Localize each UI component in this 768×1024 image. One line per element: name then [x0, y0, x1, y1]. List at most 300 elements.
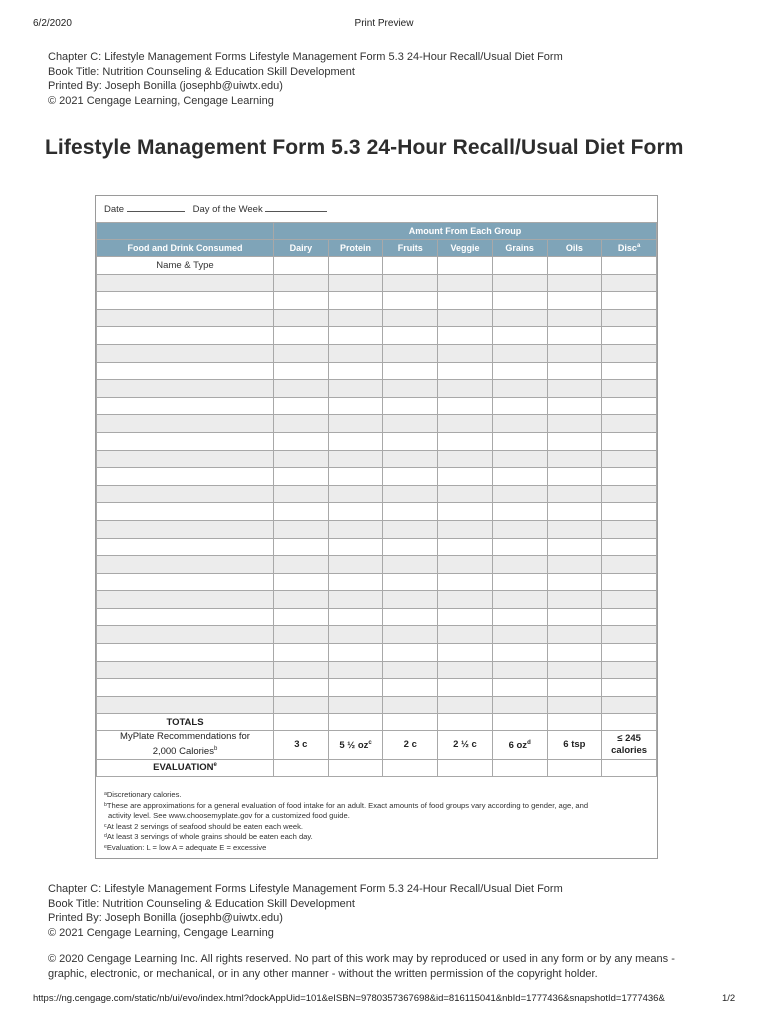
amount-cell[interactable] [274, 292, 329, 310]
document-meta-top [48, 50, 563, 108]
amount-cell[interactable] [383, 696, 438, 714]
food-name-cell[interactable] [97, 292, 274, 310]
chapter-line: Chapter C: Lifestyle Management Forms Lifestyle Management Form 5.3 24-Hour Recall/Usual Diet Form [48, 883, 563, 895]
amount-cell[interactable] [438, 309, 493, 327]
protein-header: Protein [328, 240, 383, 257]
amount-cell[interactable] [274, 309, 329, 327]
amount-cell[interactable] [602, 468, 657, 486]
amount-cell[interactable] [328, 661, 383, 679]
food-entry-row [97, 380, 657, 398]
amount-cell[interactable] [383, 591, 438, 609]
food-drink-header: Food and Drink Consumed [97, 240, 274, 257]
grains-recommendation: 6 $oz^d$ [492, 731, 547, 759]
amount-cell[interactable] [547, 468, 602, 486]
amount-cell[interactable] [492, 292, 547, 310]
amount-cell[interactable] [602, 485, 657, 503]
amount-cell[interactable] [492, 591, 547, 609]
amount-cell[interactable] [438, 608, 493, 626]
food-entry-row [97, 415, 657, 433]
amount-cell[interactable] [547, 292, 602, 310]
food-name-cell[interactable] [97, 679, 274, 697]
evaluation-cell[interactable] [383, 759, 438, 776]
amount-cell[interactable] [492, 644, 547, 662]
amount-cell[interactable] [328, 397, 383, 415]
amount-cell[interactable] [492, 309, 547, 327]
blank-header-cell [97, 223, 274, 240]
amount-group-header: Amount From Each Group [274, 223, 657, 240]
disc-header: Disc$^a$ [602, 240, 657, 257]
food-name-cell[interactable] [97, 626, 274, 644]
amount-cell[interactable] [438, 362, 493, 380]
date-label: Date [104, 204, 125, 215]
food-entry-row [97, 556, 657, 574]
amount-cell[interactable] [492, 274, 547, 292]
amount-cell[interactable] [383, 679, 438, 697]
amount-cell[interactable] [383, 274, 438, 292]
evaluation-cell[interactable] [492, 759, 547, 776]
entry-cell[interactable] [383, 257, 438, 275]
amount-cell[interactable] [383, 520, 438, 538]
food-entry-row [97, 432, 657, 450]
amount-cell[interactable] [438, 292, 493, 310]
amount-cell[interactable] [602, 274, 657, 292]
footnote-b-continued: activity level. See www.choosemyplate.gov for a customized food guide. [108, 811, 350, 821]
printed-by-line: Printed By: Joseph Bonilla (josephb@uiwtx.edu) [48, 912, 283, 924]
footnote-b: ᵇThese are approximations for a general evaluation of food intake for an adult. Exact amounts of food groups vary according to gender, age, and [104, 800, 589, 810]
amount-cell[interactable] [438, 573, 493, 591]
amount-cell[interactable] [328, 450, 383, 468]
amount-cell[interactable] [547, 362, 602, 380]
amount-cell[interactable] [274, 274, 329, 292]
amount-cell[interactable] [274, 415, 329, 433]
amount-cell[interactable] [547, 309, 602, 327]
amount-cell[interactable] [547, 626, 602, 644]
amount-cell[interactable] [492, 538, 547, 556]
amount-cell[interactable] [328, 362, 383, 380]
amount-cell[interactable] [438, 696, 493, 714]
amount-cell[interactable] [492, 397, 547, 415]
amount-cell[interactable] [328, 344, 383, 362]
amount-cell[interactable] [492, 520, 547, 538]
amount-cell[interactable] [438, 344, 493, 362]
food-name-cell[interactable] [97, 468, 274, 486]
entry-cell[interactable] [274, 257, 329, 275]
amount-cell[interactable] [383, 292, 438, 310]
entry-cell[interactable] [547, 257, 602, 275]
amount-cell[interactable] [328, 468, 383, 486]
amount-cell[interactable] [438, 432, 493, 450]
printed-by-line: Printed By: Joseph Bonilla (josephb@uiwtx.edu) [48, 80, 283, 92]
food-entry-row [97, 450, 657, 468]
amount-cell[interactable] [274, 503, 329, 521]
amount-cell[interactable] [328, 591, 383, 609]
amount-cell[interactable] [274, 573, 329, 591]
date-blank-line [127, 203, 185, 212]
amount-cell[interactable] [328, 573, 383, 591]
amount-cell[interactable] [328, 415, 383, 433]
amount-cell[interactable] [438, 485, 493, 503]
amount-cell[interactable] [547, 450, 602, 468]
amount-cell[interactable] [547, 432, 602, 450]
amount-cell[interactable] [383, 468, 438, 486]
amount-cell[interactable] [438, 274, 493, 292]
copyright-line: © 2021 Cengage Learning, Cengage Learning [48, 926, 274, 939]
amount-cell[interactable] [602, 344, 657, 362]
food-entry-row [97, 274, 657, 292]
amount-cell[interactable] [492, 432, 547, 450]
food-name-cell[interactable] [97, 644, 274, 662]
chapter-line: Chapter C: Lifestyle Management Forms Lifestyle Management Form 5.3 24-Hour Recall/Usual Diet Form [48, 51, 563, 63]
food-entry-row [97, 538, 657, 556]
food-entry-row [97, 292, 657, 310]
amount-cell[interactable] [328, 503, 383, 521]
food-name-cell[interactable] [97, 608, 274, 626]
amount-cell[interactable] [492, 327, 547, 345]
group-header-row [97, 223, 657, 240]
amount-cell[interactable] [383, 415, 438, 433]
amount-cell[interactable] [438, 644, 493, 662]
amount-cell[interactable] [383, 397, 438, 415]
amount-cell[interactable] [274, 380, 329, 398]
totals-label: TOTALS [97, 714, 274, 731]
amount-cell[interactable] [274, 679, 329, 697]
amount-cell[interactable] [492, 696, 547, 714]
page-number: 1/2 [722, 993, 736, 1004]
food-entry-row [97, 485, 657, 503]
entry-cell[interactable] [328, 257, 383, 275]
amount-cell[interactable] [602, 380, 657, 398]
food-entry-row [97, 644, 657, 662]
recommendations-label: MyPlate Recommendations for 2,000 Calories$^b$ [97, 731, 274, 759]
recommendations-row [97, 731, 657, 759]
amount-cell[interactable] [274, 661, 329, 679]
column-header-row [97, 240, 657, 257]
amount-cell[interactable] [492, 626, 547, 644]
amount-cell[interactable] [602, 520, 657, 538]
amount-cell[interactable] [383, 362, 438, 380]
amount-cell[interactable] [547, 415, 602, 433]
document-meta-bottom [48, 882, 563, 940]
food-entry-row [97, 362, 657, 380]
food-name-cell[interactable] [97, 309, 274, 327]
amount-cell[interactable] [438, 380, 493, 398]
food-name-cell[interactable] [97, 556, 274, 574]
amount-cell[interactable] [383, 327, 438, 345]
grains-header: Grains [492, 240, 547, 257]
amount-cell[interactable] [547, 556, 602, 574]
amount-cell[interactable] [438, 397, 493, 415]
amount-cell[interactable] [492, 362, 547, 380]
food-name-cell[interactable] [97, 573, 274, 591]
food-entry-row [97, 679, 657, 697]
amount-cell[interactable] [547, 274, 602, 292]
amount-cell[interactable] [274, 485, 329, 503]
footnote-e: ᵉEvaluation: L = low A = adequate E = excessive [104, 842, 267, 852]
food-entry-row [97, 573, 657, 591]
entry-cell[interactable] [492, 257, 547, 275]
amount-cell[interactable] [602, 556, 657, 574]
amount-cell[interactable] [492, 468, 547, 486]
amount-cell[interactable] [602, 292, 657, 310]
oils-recommendation: 6 tsp [547, 731, 602, 759]
amount-cell[interactable] [328, 327, 383, 345]
amount-cell[interactable] [328, 644, 383, 662]
amount-cell[interactable] [492, 344, 547, 362]
amount-cell[interactable] [492, 380, 547, 398]
total-cell[interactable] [547, 714, 602, 731]
amount-cell[interactable] [602, 679, 657, 697]
amount-cell[interactable] [328, 520, 383, 538]
food-entry-row [97, 520, 657, 538]
print-date: 6/2/2020 [33, 18, 72, 29]
total-cell[interactable] [383, 714, 438, 731]
footer-url: https://ng.cengage.com/static/nb/ui/evo/index.html?dockAppUid=101&eISBN=9780357367698&id=816115041&nbId=1777436&snapshotId=1777436& [33, 993, 665, 1004]
amount-cell[interactable] [328, 274, 383, 292]
amount-cell[interactable] [383, 538, 438, 556]
total-cell[interactable] [328, 714, 383, 731]
amount-cell[interactable] [438, 626, 493, 644]
amount-cell[interactable] [274, 520, 329, 538]
amount-cell[interactable] [274, 644, 329, 662]
food-name-cell[interactable] [97, 327, 274, 345]
amount-cell[interactable] [492, 450, 547, 468]
amount-cell[interactable] [602, 432, 657, 450]
entry-cell[interactable] [602, 257, 657, 275]
evaluation-cell[interactable] [547, 759, 602, 776]
fruits-header: Fruits [383, 240, 438, 257]
amount-cell[interactable] [438, 538, 493, 556]
day-blank-line [265, 203, 327, 212]
totals-row [97, 714, 657, 731]
food-entry-row [97, 468, 657, 486]
name-type-label: Name & Type [97, 257, 274, 275]
amount-cell[interactable] [274, 626, 329, 644]
food-name-cell[interactable] [97, 538, 274, 556]
amount-cell[interactable] [492, 679, 547, 697]
amount-cell[interactable] [274, 591, 329, 609]
food-name-cell[interactable] [97, 485, 274, 503]
food-name-cell[interactable] [97, 415, 274, 433]
food-name-cell[interactable] [97, 397, 274, 415]
amount-cell[interactable] [547, 380, 602, 398]
food-entry-row [97, 397, 657, 415]
amount-cell[interactable] [438, 520, 493, 538]
footnote-c: ᶜAt least 2 servings of seafood should be eaten each week. [104, 821, 303, 831]
amount-cell[interactable] [274, 397, 329, 415]
amount-cell[interactable] [328, 696, 383, 714]
amount-cell[interactable] [328, 608, 383, 626]
day-of-week-label: Day of the Week [192, 204, 263, 215]
amount-cell[interactable] [547, 344, 602, 362]
amount-cell[interactable] [602, 397, 657, 415]
amount-cell[interactable] [383, 450, 438, 468]
amount-cell[interactable] [438, 556, 493, 574]
print-preview-title: Print Preview [354, 18, 414, 29]
amount-cell[interactable] [492, 503, 547, 521]
amount-cell[interactable] [602, 644, 657, 662]
amount-cell[interactable] [547, 327, 602, 345]
oils-header: Oils [547, 240, 602, 257]
amount-cell[interactable] [438, 591, 493, 609]
amount-cell[interactable] [274, 556, 329, 574]
food-name-cell[interactable] [97, 520, 274, 538]
amount-cell[interactable] [438, 679, 493, 697]
food-entry-row [97, 503, 657, 521]
amount-cell[interactable] [602, 503, 657, 521]
amount-cell[interactable] [438, 503, 493, 521]
food-name-cell[interactable] [97, 344, 274, 362]
disc-recommendation: ≤ 245 calories [602, 731, 657, 759]
amount-cell[interactable] [383, 556, 438, 574]
amount-cell[interactable] [383, 573, 438, 591]
amount-cell[interactable] [547, 573, 602, 591]
amount-cell[interactable] [547, 397, 602, 415]
amount-cell[interactable] [547, 520, 602, 538]
evaluation-cell[interactable] [274, 759, 329, 776]
amount-cell[interactable] [602, 626, 657, 644]
amount-cell[interactable] [383, 309, 438, 327]
legal-line-1: © 2020 Cengage Learning Inc. All rights reserved. No part of this work may by reproduced or used in any form or by any means - [48, 953, 675, 965]
amount-cell[interactable] [383, 626, 438, 644]
form-footnotes [104, 790, 652, 854]
amount-cell[interactable] [274, 432, 329, 450]
amount-cell[interactable] [602, 573, 657, 591]
amount-cell[interactable] [274, 538, 329, 556]
amount-cell[interactable] [547, 538, 602, 556]
amount-cell[interactable] [547, 608, 602, 626]
copyright-line: © 2021 Cengage Learning, Cengage Learning [48, 94, 274, 107]
protein-recommendation: 5 ½ $oz^c$ [328, 731, 383, 759]
total-cell[interactable] [274, 714, 329, 731]
food-name-cell[interactable] [97, 380, 274, 398]
book-title-line: Book Title: Nutrition Counseling & Education Skill Development [48, 897, 355, 910]
amount-cell[interactable] [602, 415, 657, 433]
food-entry-row [97, 661, 657, 679]
amount-cell[interactable] [602, 327, 657, 345]
amount-cell[interactable] [547, 661, 602, 679]
amount-cell[interactable] [438, 468, 493, 486]
food-name-cell[interactable] [97, 661, 274, 679]
amount-cell[interactable] [602, 538, 657, 556]
amount-cell[interactable] [383, 661, 438, 679]
amount-cell[interactable] [492, 573, 547, 591]
amount-cell[interactable] [547, 696, 602, 714]
food-name-cell[interactable] [97, 450, 274, 468]
amount-cell[interactable] [438, 450, 493, 468]
food-entry-row [97, 608, 657, 626]
amount-cell[interactable] [492, 415, 547, 433]
amount-cell[interactable] [602, 661, 657, 679]
amount-cell[interactable] [274, 327, 329, 345]
amount-cell[interactable] [492, 485, 547, 503]
veggie-header: Veggie [438, 240, 493, 257]
entry-cell[interactable] [438, 257, 493, 275]
amount-cell[interactable] [274, 696, 329, 714]
amount-cell[interactable] [328, 292, 383, 310]
food-entry-row [97, 626, 657, 644]
amount-cell[interactable] [602, 450, 657, 468]
amount-cell[interactable] [547, 679, 602, 697]
food-name-cell[interactable] [97, 274, 274, 292]
amount-cell[interactable] [602, 696, 657, 714]
amount-cell[interactable] [438, 415, 493, 433]
book-title-line: Book Title: Nutrition Counseling & Education Skill Development [48, 65, 355, 78]
diet-form [95, 195, 658, 859]
food-entry-rows [97, 274, 657, 714]
diet-table [96, 222, 657, 777]
amount-cell[interactable] [274, 608, 329, 626]
amount-cell[interactable] [438, 661, 493, 679]
amount-cell[interactable] [383, 432, 438, 450]
fruits-recommendation: 2 c [383, 731, 438, 759]
amount-cell[interactable] [328, 679, 383, 697]
amount-cell[interactable] [328, 538, 383, 556]
evaluation-label: EVALUATION$^e$ [97, 759, 274, 776]
amount-cell[interactable] [328, 556, 383, 574]
amount-cell[interactable] [274, 362, 329, 380]
footnote-a: ᵃDiscretionary calories. [104, 790, 182, 799]
dairy-header: Dairy [274, 240, 329, 257]
total-cell[interactable] [602, 714, 657, 731]
amount-cell[interactable] [383, 380, 438, 398]
food-entry-row [97, 309, 657, 327]
amount-cell[interactable] [383, 608, 438, 626]
amount-cell[interactable] [383, 644, 438, 662]
amount-cell[interactable] [328, 626, 383, 644]
amount-cell[interactable] [274, 450, 329, 468]
food-name-cell[interactable] [97, 503, 274, 521]
food-entry-row [97, 591, 657, 609]
amount-cell[interactable] [383, 485, 438, 503]
amount-cell[interactable] [547, 644, 602, 662]
amount-cell[interactable] [492, 556, 547, 574]
amount-cell[interactable] [547, 485, 602, 503]
legal-notice [48, 952, 675, 982]
amount-cell[interactable] [547, 503, 602, 521]
date-day-row [104, 203, 327, 215]
amount-cell[interactable] [328, 485, 383, 503]
evaluation-cell[interactable] [602, 759, 657, 776]
amount-cell[interactable] [492, 661, 547, 679]
evaluation-cell[interactable] [328, 759, 383, 776]
food-name-cell[interactable] [97, 591, 274, 609]
evaluation-cell[interactable] [438, 759, 493, 776]
amount-cell[interactable] [274, 344, 329, 362]
amount-cell[interactable] [547, 591, 602, 609]
amount-cell[interactable] [383, 503, 438, 521]
amount-cell[interactable] [328, 309, 383, 327]
food-name-cell[interactable] [97, 696, 274, 714]
amount-cell[interactable] [438, 327, 493, 345]
amount-cell[interactable] [602, 608, 657, 626]
amount-cell[interactable] [602, 362, 657, 380]
amount-cell[interactable] [602, 591, 657, 609]
amount-cell[interactable] [383, 344, 438, 362]
total-cell[interactable] [438, 714, 493, 731]
food-entry-row [97, 696, 657, 714]
amount-cell[interactable] [602, 309, 657, 327]
legal-line-2: graphic, electronic, or mechanical, or in any other manner - without the written permission of the copyright holder. [48, 968, 598, 980]
amount-cell[interactable] [492, 608, 547, 626]
total-cell[interactable] [492, 714, 547, 731]
amount-cell[interactable] [274, 468, 329, 486]
food-name-cell[interactable] [97, 432, 274, 450]
amount-cell[interactable] [328, 432, 383, 450]
amount-cell[interactable] [328, 380, 383, 398]
footnote-d: ᵈAt least 3 servings of whole grains should be eaten each day. [104, 832, 313, 842]
food-entry-row [97, 327, 657, 345]
food-name-cell[interactable] [97, 362, 274, 380]
